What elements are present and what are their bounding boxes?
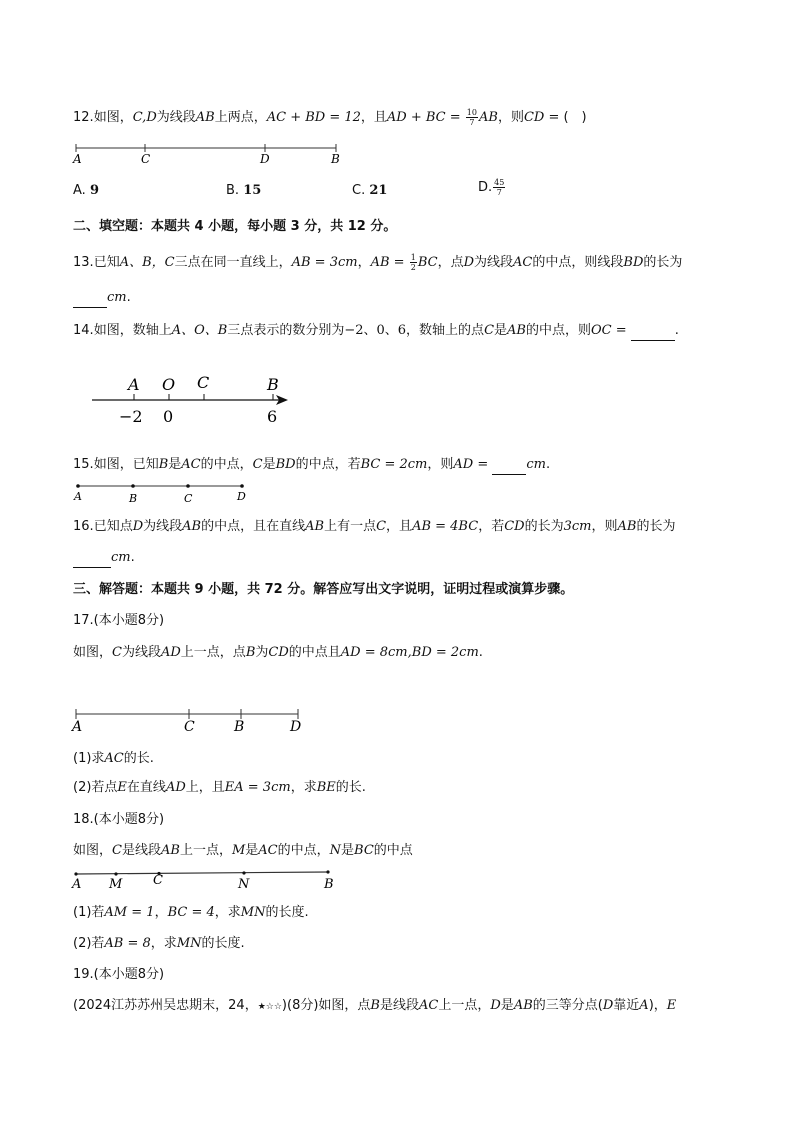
point-label-a: A [73,152,82,166]
q13-stem: 13.已知A、B，C三点在同一直线上，AB = 3cm，AB = $\frac{1}{2}$ BC，点D为线段AC的中点，则线段BD的长为 [73,253,683,272]
q17-segment-diagram [70,706,310,734]
q18-segment-diagram [70,866,340,894]
point-label-c: C [184,719,195,734]
axis-number-6: 6 [267,407,278,426]
axis-label-a: A [128,375,140,394]
q12-stem: 12.如图，C,D为线段AB上两点，AC + BD = 12，且AD + BC = $\frac{10}{7}$ AB，则CD = ( ) [73,108,587,127]
point-label-d: D [260,152,270,166]
fraction-45-7: $\frac{45}{7}$ [494,178,505,197]
q16-stem: 16.已知点D为线段AB的中点，且在直线AB上有一点C，且AB = 4BC，若CD的长为3cm，则AB的长为 [73,519,676,534]
q17-part-2: (2)若点E在直线AD上，且EA = 3cm，求BE的长. [73,780,366,795]
q18-part-2: (2)若AB = 8，求MN的长度. [73,936,245,951]
q14-number-line [88,372,298,428]
q18-part-1: (1)若AM = 1，BC = 4，求MN的长度. [73,905,309,920]
q18-stem: 如图，C是线段AB上一点，M是AC的中点，N是BC的中点 [73,843,413,858]
point-label-c: C [153,873,163,888]
point-label-n: N [238,877,250,892]
answer-blank[interactable] [492,456,526,475]
point-label-m: M [109,877,123,892]
axis-number-minus2: −2 [119,407,143,426]
fraction-10-7: $\frac{10}{7}$ [466,108,477,127]
answer-blank[interactable] [73,549,111,568]
q15-stem: 15.如图，已知B是AC的中点，C是BD的中点，若BC = 2cm，则AD = cm. [73,456,550,475]
point-label-a: A [72,719,83,734]
point-label-b: B [324,877,334,892]
fraction-1-2: $\frac{1}{2}$ [410,253,416,272]
q12-option-d[interactable]: D. $\frac{45}{7}$ [478,178,505,197]
axis-label-o: O [162,375,176,394]
q17-part-1: (1)求AC的长. [73,751,154,766]
point-label-a: A [74,490,82,503]
q16-answer-line: cm. [73,549,135,568]
difficulty-stars-icon: ★☆☆ [257,1002,282,1012]
q12-option-a[interactable]: A. 9 [73,183,99,198]
point-label-c: C [184,492,193,505]
q17-heading: 17.(本小题8分) [73,613,165,628]
axis-label-b: B [267,375,279,394]
q14-stem: 14.如图，数轴上A、O、B三点表示的数分别为−2、0、6，数轴上的点C是AB的中点，则OC = . [73,322,679,341]
point-label-b: B [234,719,245,734]
axis-number-0: 0 [163,407,174,426]
q12-option-c[interactable]: C. 21 [352,183,388,198]
point-label-a: A [72,877,82,892]
answer-blank[interactable] [631,322,675,341]
q12-segment-diagram [70,140,350,166]
answer-blank[interactable] [73,289,107,308]
q18-heading: 18.(本小题8分) [73,812,165,827]
q13-answer-line: cm. [73,289,131,308]
point-label-b: B [331,152,340,166]
q17-stem: 如图，C为线段AD上一点，点B为CD的中点且AD = 8cm,BD = 2cm. [73,645,483,660]
q12-option-b[interactable]: B. 15 [226,183,262,198]
point-label-d: D [290,719,302,734]
axis-label-c: C [197,373,210,392]
point-label-c: C [141,152,151,166]
point-label-b: B [129,492,138,505]
section-3-heading: 三、解答题：本题共 9 小题，共 72 分。解答应写出文字说明，证明过程或演算步骤。 [73,582,574,597]
q19-stem: (2024江苏苏州吴忠期末，24，★☆☆)(8分)如图，点B是线段AC上一点，D是AB的三等分点(D靠近A)，E [73,998,677,1013]
section-2-heading: 二、填空题：本题共 4 小题，每小题 3 分，共 12 分。 [73,219,397,234]
point-label-d: D [237,490,246,503]
q15-segment-diagram [72,480,252,506]
q19-heading: 19.(本小题8分) [73,967,165,982]
